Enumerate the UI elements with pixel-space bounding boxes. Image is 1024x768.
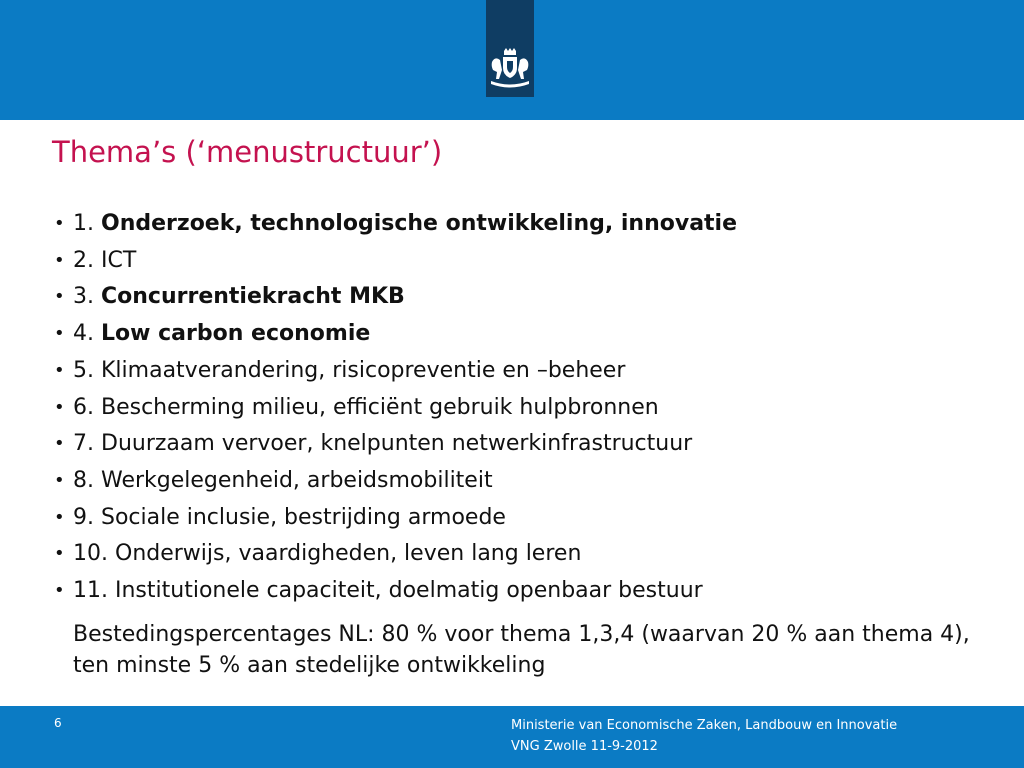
spending-note: Bestedingspercentages NL: 80 % voor thema 1,3,4 (waarvan 20 % aan thema 4), ten minste 5 % aan stedelijke ontwikkeling (73, 622, 970, 678)
list-item (52, 279, 992, 316)
item-number: 6. (73, 394, 94, 420)
item-text: Concurrentiekracht MKB (101, 284, 405, 310)
list-item (52, 500, 992, 537)
item-text: ICT (101, 247, 137, 273)
item-number: 3. (73, 284, 94, 310)
item-text: Duurzaam vervoer, knelpunten netwerkinfrastructuur (101, 431, 693, 457)
item-number: 1. (73, 211, 94, 236)
item-number: 4. (73, 321, 94, 347)
page-number: 6 (54, 716, 62, 730)
netherlands-coat-of-arms-icon (488, 48, 532, 88)
item-number: 9. (73, 504, 94, 530)
list-item (52, 206, 992, 243)
item-number: 2. (73, 247, 94, 273)
list-item (52, 426, 992, 463)
item-number: 5. (73, 357, 94, 383)
theme-list (52, 206, 992, 610)
list-item (52, 243, 992, 280)
footer-bar (0, 706, 1024, 768)
list-item (52, 353, 992, 390)
footer-ministry: Ministerie van Economische Zaken, Landbouw en Innovatie (511, 718, 898, 733)
item-text: Institutionele capaciteit, doelmatig openbaar bestuur (115, 578, 703, 604)
logo-box (486, 0, 534, 97)
item-text: Klimaatverandering, risicopreventie en –beheer (101, 357, 626, 383)
item-text: Werkgelegenheid, arbeidsmobiliteit (101, 467, 493, 493)
item-number: 8. (73, 467, 94, 493)
list-item (52, 390, 992, 427)
list-item (52, 463, 992, 500)
list-item (52, 536, 992, 573)
item-text: Onderwijs, vaardigheden, leven lang leren (115, 541, 582, 567)
footer-event: VNG Zwolle 11-9-2012 (511, 739, 658, 754)
item-text: Sociale inclusie, bestrijding armoede (101, 504, 506, 530)
item-number: 10. (73, 541, 108, 567)
list-item (52, 573, 992, 610)
item-text: Onderzoek, technologische ontwikkeling, innovatie (101, 211, 738, 236)
item-number: 11. (73, 578, 108, 604)
item-number: 7. (73, 431, 94, 457)
header-bar (0, 0, 1024, 120)
item-text: Bescherming milieu, efficiënt gebruik hulpbronnen (101, 394, 659, 420)
slide-title: Thema’s (‘menustructuur’) (52, 135, 443, 169)
list-item (52, 316, 992, 353)
item-text: Low carbon economie (101, 321, 371, 347)
